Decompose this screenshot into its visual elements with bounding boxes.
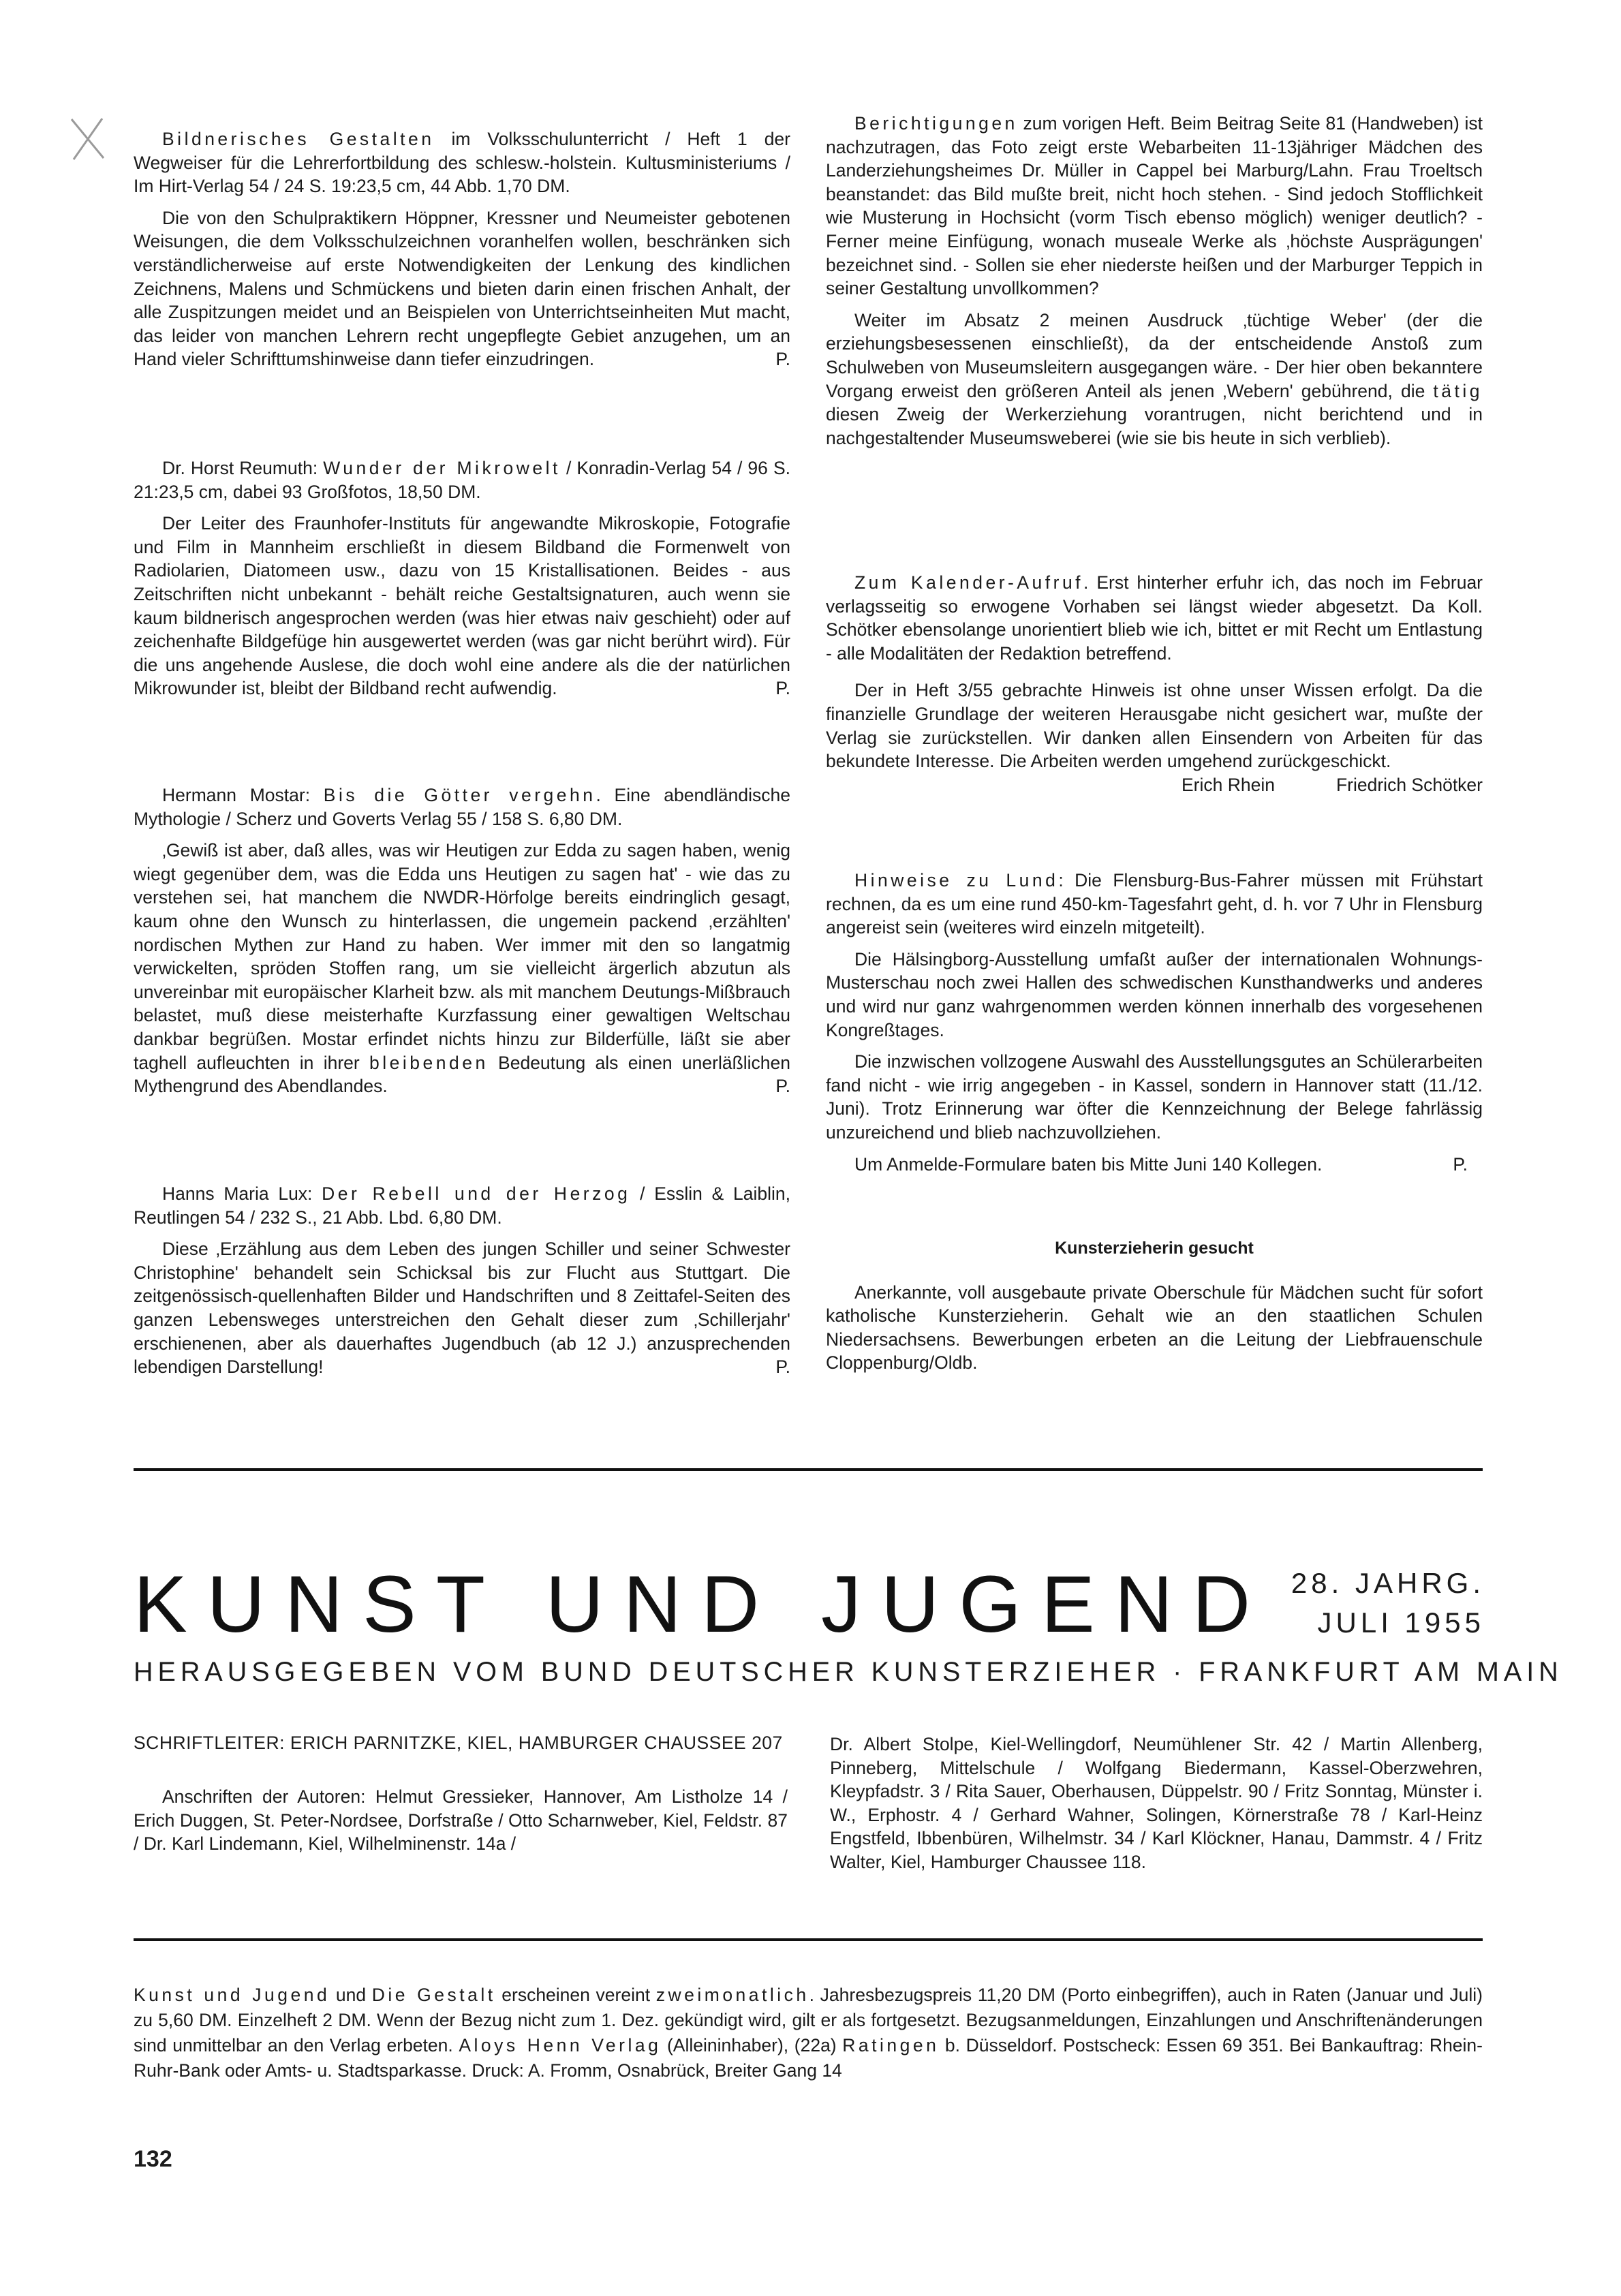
review-der-rebell-und-der-herzog (134, 1182, 790, 1379)
divider-top (134, 1468, 1483, 1471)
issue-info (1291, 1564, 1485, 1643)
editor-line: SCHRIFTLEITER: ERICH PARNITZKE, KIEL, HAMBURGER CHAUSSEE 207 (134, 1733, 783, 1753)
job-advertisement (826, 1237, 1483, 1375)
handwritten-x-mark (68, 116, 109, 164)
review-body: Die von den Schulpraktikern Höppner, Kressner und Neumeister gebotenen Weisungen, die dem Volksschulzeichnen voranhelfen wollen, beschränken sich verständlicherweise auf erste Notwendigkeiten der Lenkung des kindlichen Zeichnens, Malens und Schmückens und bieten darin einen frischen Anhalt, der alle Zuspitzungen meidet und an Beispielen von Unterrichtseinheiten Mut macht, das leider von manchen Lehrern recht ungepflegte Gebiet anzugehen, um an Hand vieler Schrifttumshinweise dann tiefer einzudringen. P. (134, 206, 790, 371)
issue-month: JULI 1955 (1317, 1607, 1485, 1639)
book-title: Wunder der Mikrowelt (323, 458, 561, 478)
reviewer-sign: P. (775, 1356, 790, 1378)
review-bis-die-goetter-vergehn (134, 784, 790, 1098)
reviewer-sign: P. (775, 1076, 790, 1097)
magazine-title: KUNST UND JUGEND (134, 1560, 1271, 1649)
author-addresses-right: Dr. Albert Stolpe, Kiel-Wellingdorf, Neumühlener Str. 42 / Martin Allenberg, Pinneberg, Mittelschule / Wolfgang Biedermann, Kassel-Oberzwehren, Kleypfadstr. 3 / Rita Sauer, Oberhausen, Düppelstr. 90 / Fritz Sonntag, Münster i. W., Erphostr. 4 / Gerhard Wahner, Solingen, Körnerstraße 78 / Karl-Heinz Engstfeld, Ibbenbüren, Wilhelmstr. 34 / Karl Klöckner, Hanau, Dammstr. 4 / Fritz Walter, Kiel, Hamburger Chaussee 118. (830, 1734, 1483, 1872)
reviewer-sign: P. (775, 349, 790, 370)
section-hinweise-zu-lund (826, 869, 1483, 1176)
imprint: Kunst und Jugend und Die Gestalt erscheinen vereint zweimonatlich. Jahresbezugspreis 11,20 DM (Porto einbegriffen), auch in Raten (Januar und Juli) zu 5,60 DM. Einzelheft 2 DM. Wenn der Bezug nicht zum 1. Dez. gekündigt wird, gilt er als fortgesetzt. Bezugsanmeldungen, Einzahlungen und Anschriftenänderungen sind unmittelbar an den Verlag erbeten. Aloys Henn Verlag (Alleininhaber), (22a) Ratingen b. Düsseldorf. Postscheck: Essen 69 351. Bei Bankauftrag: Rhein-Ruhr-Bank oder Amts- u. Stadtsparkasse. Druck: A. Fromm, Osnabrück, Breiter Gang 14 (134, 1985, 1483, 2081)
section-paragraph: Die inzwischen vollzogene Auswahl des Ausstellungsgutes an Schülerarbeiten fand nicht - wie irrig angegeben - in Kassel, sondern in Hannover statt (11./12. Juni). Trotz Erinnerung war öfter die Kennzeichnung der Belege fahrlässig unzureichend und blieb nachzuvollziehen. (826, 1051, 1483, 1143)
reviewer-sign: P. (775, 678, 790, 699)
section-title: Zum Kalender-Aufruf (854, 572, 1084, 593)
section-paragraph: Weiter im Absatz 2 meinen Ausdruck ‚tüchtige Weber' (der die erziehungsbesessenen einschließt), da der entscheidende Anstoß zum Schulweben von Museumsleitern ausgegangen wäre. - Der hier oben bekanntere Vorgang erweist den größeren Anteil als jenen ‚Webern' gebührend, die tätig diesen Zweig der Werkerziehung vorantrugen, nicht berichtend und in nachgestaltender Museumsweberei (wie sie bis heute in sich verblieb). (826, 309, 1483, 448)
review-header: Hermann Mostar: Bis die Götter vergehn. Eine abendländische Mythologie / Scherz und Goverts Verlag 55 / 158 S. 6,80 DM. (134, 785, 790, 829)
book-title: Bis die Götter vergehn (323, 785, 596, 805)
signature-erich-rhein: Erich Rhein (1182, 774, 1275, 795)
review-wunder-der-mikrowelt (134, 456, 790, 700)
review-bildnerisches-gestalten (134, 127, 790, 371)
section-title: Hinweise zu Lund (854, 870, 1059, 890)
section-paragraph: Berichtigungen zum vorigen Heft. Beim Beitrag Seite 81 (Handweben) ist nachzutragen, das Foto zeigt erste Webarbeiten 11-13jähriger Mädchen des Landerziehungsheimes Dr. Müller in Cappel bei Marburg/Lahn. Frau Troeltsch beanstandet: das Bild mußte breit, nicht hoch stehen. - Sind jedoch Stofflichkeit wie Musterung in Hochsicht (vorm Tisch ebenso möglich) weniger deutlich? - Ferner meine Einfügung, wonach museale Werke als ‚höchste Ausprägungen' bezeichnet sind. - Sollen sie eher niederste heißen und der Marburger Teppich in seiner Gestaltung unvollkommen? (826, 113, 1483, 299)
ad-title: Kunsterzieherin gesucht (1055, 1239, 1254, 1258)
review-body: ‚Gewiß ist aber, daß alles, was wir Heutigen zur Edda zu sagen haben, wenig wiegt gegenüber dem, was die Edda uns Heutigen zu sagen hat' - wie das zu verstehen sei, hat manchem die NWDR-Hörfolge bereits eindringlich gesagt, kaum ohne den Wunsch zu hinterlassen, die ungemein packend ‚erzählten' nordischen Mythen zur Hand zu haben. Wer immer mit den so langatmig verwickelten, spröden Stoffen rang, um sie vielleicht ärgerlich abzutun als unvereinbar mit europäischer Klarheit bzw. als mit manchem Deutungs-Mißbrauch belastet, muß diese meisterhafte Kurzfassung einer gewaltigen Weltschau dankbar begrüßen. Mostar erfindet nichts hinzu zur Bilderfülle, läßt sie aber taghell aufleuchten in ihrer bleibenden Bedeutung als einen unerläßlichen Mythengrund des Abendlandes. P. (134, 839, 790, 1098)
ad-body: Anerkannte, voll ausgebaute private Oberschule für Mädchen sucht für sofort katholische Kunsterzieherin. Gehalt wie an den staatlichen Schulen Niedersachsens. Bewerbungen erbeten an die Leitung der Liebfrauenschule Cloppenburg/Oldb. (826, 1282, 1483, 1374)
author-addresses-left: Anschriften der Autoren: Helmut Gressieker, Hannover, Am Listholze 14 / Erich Duggen, St. Peter-Nordsee, Dorfstraße / Otto Scharnweber, Kiel, Feldstr. 87 / Dr. Karl Lindemann, Kiel, Wilhelminenstr. 14a / (134, 1786, 788, 1855)
review-header: Hanns Maria Lux: Der Rebell und der Herzog / Esslin & Laiblin, Reutlingen 54 / 232 S., 21 Abb. Lbd. 6,80 DM. (134, 1183, 790, 1228)
volume-year: 28. JAHRG. (1291, 1567, 1485, 1599)
publisher-line: HERAUSGEGEBEN VOM BUND DEUTSCHER KUNSTERZIEHER · FRANKFURT AM MAIN (134, 1657, 1563, 1687)
book-title: Der Rebell und der Herzog (322, 1183, 631, 1204)
section-paragraph: Die Hälsingborg-Ausstellung umfaßt außer der internationalen Wohnungs-Musterschau noch zwei Hallen des schwedischen Kunsthandwerks und anderes und wird nur ganz wahrgenommen werden können innerhalb des vorgesehenen Kongreßtages. (826, 948, 1483, 1040)
section-paragraph: Hinweise zu Lund: Die Flensburg-Bus-Fahrer müssen mit Frühstart rechnen, da es um eine rund 450-km-Tagesfahrt geht, d. h. vor 7 Uhr in Flensburg angereist sein (weiteres wird einzeln mitgeteilt). (826, 870, 1483, 938)
review-body: Der Leiter des Fraunhofer-Instituts für angewandte Mikroskopie, Fotografie und Film in Mannheim erschließt in diesem Bildband die Formenwelt von Radiolarien, Diatomeen usw., dazu von 15 Kristallisationen. Beides - aus Zeitschriften nicht unbekannt - behält reiche Gestaltsignaturen, auch wenn sie kaum bildnerisch angesprochen werden (was hier etwas naiv geschieht) oder auf zeichenhafte Bildgefüge hin ausgewertet werden (was gar nicht berührt wird). Für die uns angehende Auslese, die doch wohl eine andere als die der natürlichen Mikrowunder ist, bleibt der Bildband recht aufwendig. P. (134, 512, 790, 700)
page-number: 132 (134, 2146, 172, 2172)
divider-bottom (134, 1938, 1483, 1941)
review-header: Dr. Horst Reumuth: Wunder der Mikrowelt / Konradin-Verlag 54 / 96 S. 21:23,5 cm, dabei 93 Großfotos, 18,50 DM. (134, 458, 790, 502)
section-paragraph: Um Anmelde-Formulare baten bis Mitte Juni 140 Kollegen. P. (826, 1153, 1483, 1177)
section-kalender-aufruf (826, 571, 1483, 796)
section-paragraph: Zum Kalender-Aufruf. Erst hinterher erfuhr ich, das noch im Februar verlagsseitig so erwogene Vorhaben sei längst wieder abgesetzt. Da Koll. Schötker ebensolange unorientiert blieb wie ich, bittet er mit Recht um Entlastung - alle Modalitäten der Redaktion betreffend. (826, 572, 1483, 664)
review-header: Bildnerisches Gestalten im Volksschulunterricht / Heft 1 der Wegweiser für die Lehrerfortbildung des schlesw.-holstein. Kultusministeriums / Im Hirt-Verlag 54 / 24 S. 19:23,5 cm, 44 Abb. 1,70 DM. (134, 129, 790, 197)
section-berichtigungen (826, 112, 1483, 450)
section-paragraph: Der in Heft 3/55 gebrachte Hinweis ist ohne unser Wissen erfolgt. Da die finanzielle Grundlage der weiteren Herausgabe nicht gesichert war, mußte der Verlag sie zurückstellen. Wir danken allen Einsendern von Arbeiten für das bekundete Interesse. Die Arbeiten werden umgehend zurückgeschickt. Erich Rhein Friedrich Schötker (826, 680, 1483, 795)
reviewer-sign: P. (1453, 1153, 1468, 1175)
left-column (134, 0, 790, 1431)
right-column (826, 0, 1483, 1431)
section-title: Berichtigungen (854, 113, 1018, 134)
review-body: Diese ‚Erzählung aus dem Leben des jungen Schiller und seiner Schwester Christophine' behandelt sein Schicksal bis zur Flucht aus Stuttgart. Die zeitgenössisch-quellenhaften Bilder und Handschriften und 8 Zeittafel-Seiten des ganzen Lebensweges unterstreichen den Gehalt dieser zum ‚Schillerjahr' erschienenen, aber als dauerhaftes Jugendbuch (ab 12 J.) anzusprechenden lebendigen Darstellung! P. (134, 1237, 790, 1379)
signature-friedrich-schoetker: Friedrich Schötker (1336, 774, 1483, 795)
book-title: Bildnerisches Gestalten (162, 129, 435, 149)
